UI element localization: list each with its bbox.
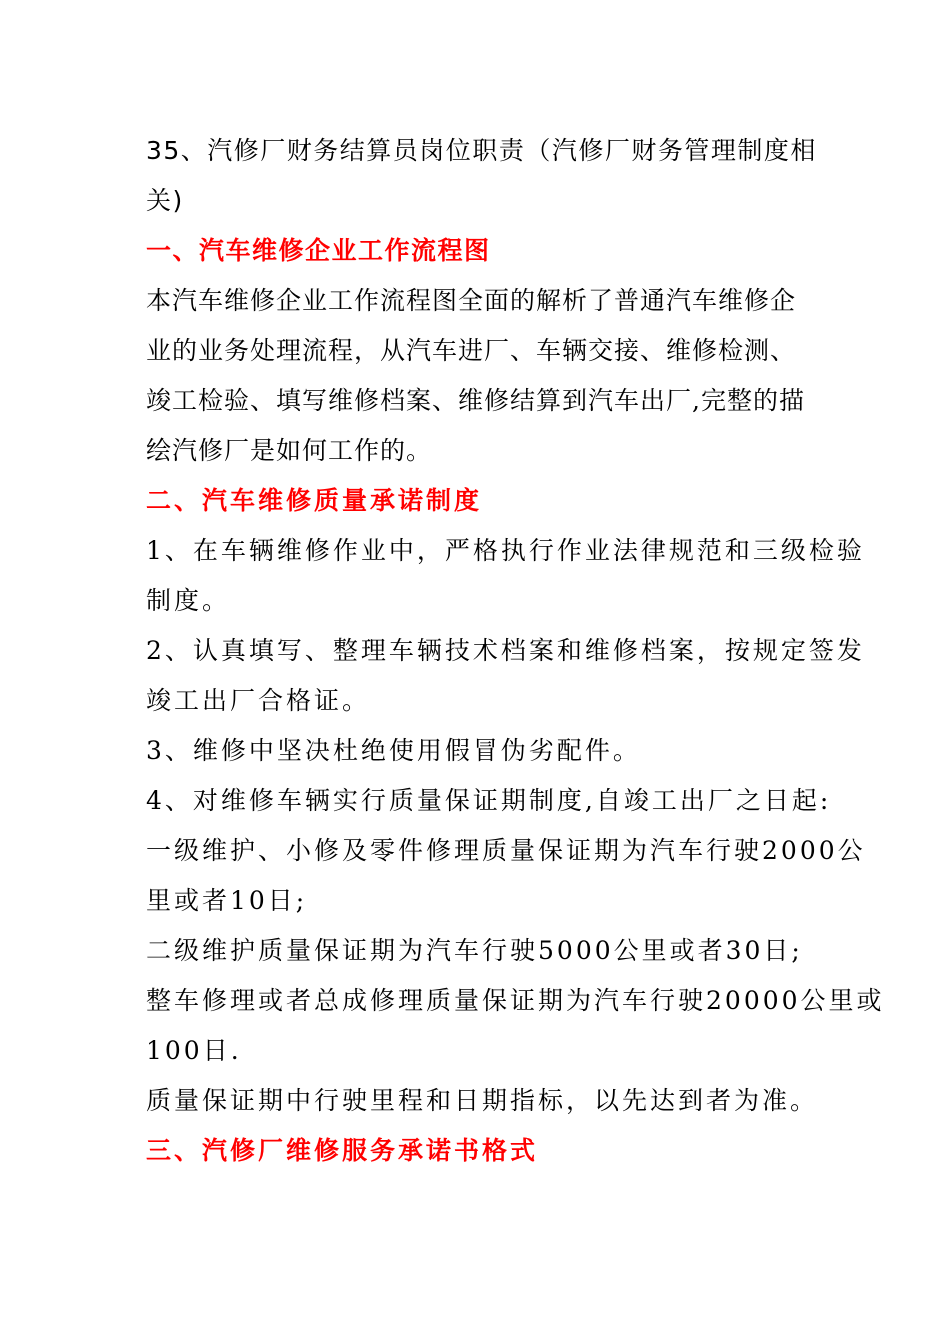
section-2-note: 质量保证期中行驶里程和日期指标，以先达到者为准。 [146, 1086, 819, 1115]
section-2-overhaul-line-1: 整车修理或者总成修理质量保证期为汽车行驶20000公里或 [146, 986, 885, 1015]
section-2-heading: 二、汽车维修质量承诺制度 [146, 486, 483, 515]
section-1-paragraph-line-3: 竣工检验、填写维修档案、维修结算到汽车出厂,完整的描 [146, 386, 805, 415]
document-title-line-1: 35、汽修厂财务结算员岗位职责（汽修厂财务管理制度相 [146, 136, 817, 165]
document-page [146, 126, 885, 1176]
section-2-level-1-line-1: 一级维护、小修及零件修理质量保证期为汽车行驶2000公 [146, 836, 866, 865]
section-3-heading: 三、汽修厂维修服务承诺书格式 [146, 1136, 539, 1165]
section-2-item-4: 4、对维修车辆实行质量保证期制度,自竣工出厂之日起: [146, 786, 832, 815]
section-1-paragraph-line-2: 业的业务处理流程，从汽车进厂、车辆交接、维修检测、 [146, 336, 797, 365]
section-1-paragraph-line-4: 绘汽修厂是如何工作的。 [146, 436, 433, 465]
section-2-item-1-line-2: 制度。 [146, 586, 231, 615]
section-1-paragraph-line-1: 本汽车维修企业工作流程图全面的解析了普通汽车维修企 [146, 286, 797, 315]
section-2-level-1-line-2: 里或者10日; [146, 886, 308, 915]
section-2-item-2-line-2: 竣工出厂合格证。 [146, 686, 371, 715]
document-title-line-2: 关) [146, 186, 184, 215]
section-2-item-2-line-1: 2、认真填写、整理车辆技术档案和维修档案，按规定签发 [146, 636, 865, 665]
section-2-item-3: 3、维修中坚决杜绝使用假冒伪劣配件。 [146, 736, 641, 765]
section-1-heading: 一、汽车维修企业工作流程图 [146, 236, 491, 265]
section-2-item-1-line-1: 1、在车辆维修作业中，严格执行作业法律规范和三级检验 [146, 536, 865, 565]
section-2-level-2: 二级维护质量保证期为汽车行驶5000公里或者30日; [146, 936, 803, 965]
section-2-overhaul-line-2: 100日. [146, 1036, 242, 1065]
